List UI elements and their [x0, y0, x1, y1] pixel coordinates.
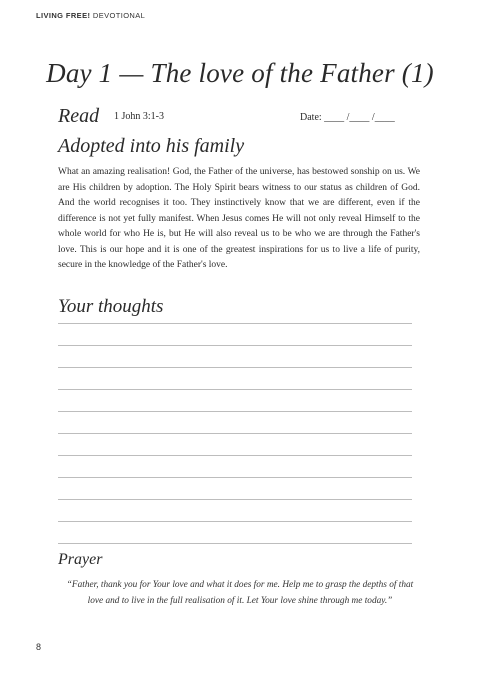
writing-line	[58, 433, 412, 434]
devotional-body: What an amazing realisation! God, the Father of the universe, has bestowed sonship on us. We are His children by adoption. The Holy Spirit bears witness to our status as children of God. And the world recognises it too. They instinctively know that we are different, even if the difference is not yet fully manifest. When Jesus comes He will not only reveal Himself to the whole world for who He is, but He will also reveal us to be who we are through the Father's love. This is our hope and it is one of the greatest inspirations for us to live a life of purity, secure in the knowledge of the Father's love.	[58, 167, 420, 270]
date-field: Date: ____ /____ /____	[300, 112, 395, 123]
writing-line	[58, 455, 412, 456]
prayer-label: Prayer	[58, 551, 103, 568]
section-subheading: Adopted into his family	[58, 135, 245, 157]
writing-line	[58, 411, 412, 412]
read-label: Read	[58, 105, 100, 127]
writing-line	[58, 543, 412, 544]
writing-line	[58, 499, 412, 500]
scripture-reference: 1 John 3:1-3	[114, 111, 164, 122]
writing-line	[58, 323, 412, 324]
series-title: LIVING FREE!	[36, 11, 91, 20]
writing-line	[58, 345, 412, 346]
prayer-text: “Father, thank you for Your love and what it does for me. Help me to grasp the depths of that love and to live in the full realisation of it. Let Your love shine through me today.”	[66, 580, 414, 606]
page-title: Day 1 — The love of the Father (1)	[46, 58, 434, 88]
thoughts-label: Your thoughts	[58, 296, 164, 317]
page-number: 8	[36, 642, 42, 652]
section-title: DEVOTIONAL	[92, 11, 146, 20]
writing-line	[58, 521, 412, 522]
running-header	[36, 11, 145, 20]
writing-line	[58, 367, 412, 368]
writing-line	[58, 477, 412, 478]
writing-line	[58, 389, 412, 390]
